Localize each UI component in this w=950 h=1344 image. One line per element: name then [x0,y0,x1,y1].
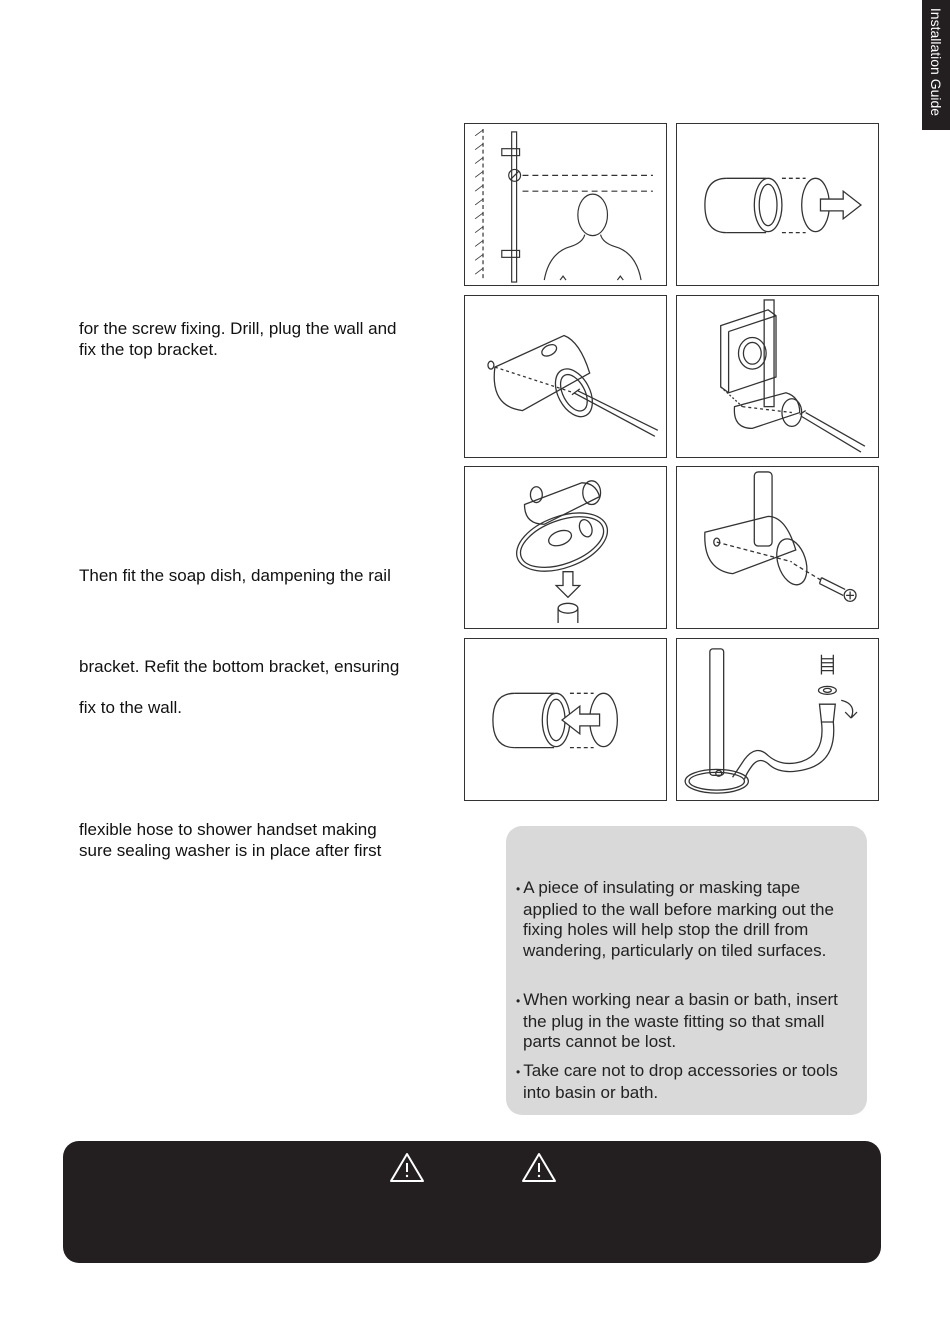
rail-height-person-icon [465,124,666,285]
tip-item [516,1061,853,1103]
tip-text: Take care not to drop accessories or tools into basin or bath. [523,1061,838,1102]
step-text-hose [79,819,381,861]
bracket-slide-on-icon [465,639,666,800]
step-line: sure sealing washer is in place after first [79,841,382,860]
bullet-icon: • [516,1065,521,1079]
tip-text: A piece of insulating or masking tape applied to the wall before marking out the fixing holes will help stop the drill from wandering, particularly on tiled surfaces. [523,878,834,960]
hose-connect-icon [677,639,878,800]
step-line: flexible hose to shower handset making [79,820,377,839]
step-line: bracket. Refit the bottom bracket, ensuring [79,657,400,676]
bracket-slide-off-icon [677,124,878,285]
illustration-soap-dish [464,466,667,629]
warning-triangle-icon [521,1151,557,1183]
illustration-hose-connect [676,638,879,801]
tips-box [506,826,867,1115]
illustration-top-bracket-wall [676,295,879,458]
section-tab [922,0,950,130]
step-text-bottom-bracket [79,656,399,718]
illustration-bracket-slide-off [676,123,879,286]
bullet-icon: • [516,882,521,896]
bullet-icon: • [516,994,521,1008]
illustration-bracket-slide-on [464,638,667,801]
section-tab-label: Installation Guide [928,7,944,117]
step-line: for the screw fixing. Drill, plug the wall and [79,319,397,338]
top-bracket-wall-fix-icon [677,296,878,457]
illustration-bracket-screw [676,466,879,629]
step-line: Then fit the soap dish, dampening the rail [79,566,391,585]
step-line: fix the top bracket. [79,340,218,359]
illustration-rail-height [464,123,667,286]
step-line: fix to the wall. [79,698,182,717]
tip-item [516,990,853,1053]
step-text-drill [79,318,396,360]
illustration-bracket-drill [464,295,667,458]
warning-banner [63,1141,881,1263]
tip-text: When working near a basin or bath, insert the plug in the waste fitting so that small parts cannot be lost. [523,990,838,1051]
bracket-drill-mark-icon [465,296,666,457]
tip-item [516,878,853,961]
warning-triangle-icon [389,1151,425,1183]
bracket-screw-fix-icon [677,467,878,628]
step-text-soap-dish [79,565,391,586]
soap-dish-fit-icon [465,467,666,628]
